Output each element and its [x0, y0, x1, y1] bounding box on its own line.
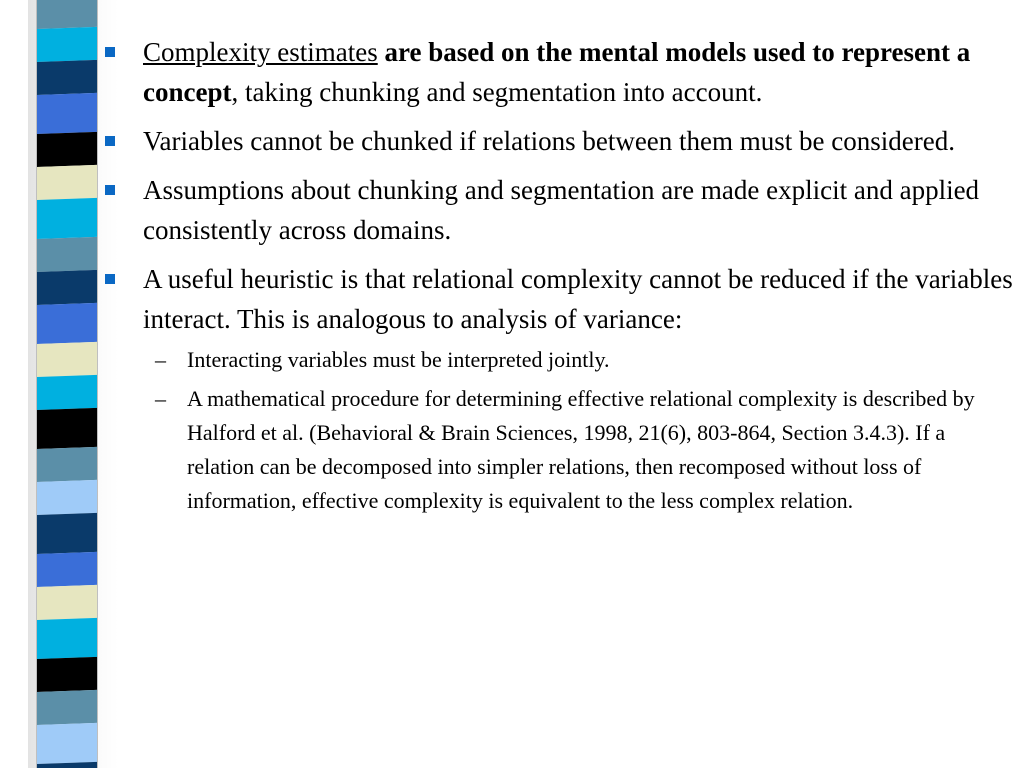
- strip-block: [37, 198, 97, 239]
- strip-block: [37, 270, 97, 305]
- bullet-text: Assumptions about chunking and segmentation are made explicit and applied consistently across domains.: [143, 175, 980, 245]
- square-bullet-icon: [105, 185, 115, 195]
- strip-block: [37, 690, 97, 725]
- bullet-text: A useful heuristic is that relational complexity cannot be reduced if the variables interact. This is analogous to analysis of variance:: [143, 264, 1013, 334]
- strip-block: [37, 27, 97, 62]
- square-bullet-icon: [105, 47, 115, 57]
- strip-block: [37, 408, 97, 449]
- sub-bullet-item-2: [98, 382, 1016, 518]
- strip-block: [37, 375, 97, 410]
- sub-bullet-text: Interacting variables must be interpreted jointly.: [187, 347, 610, 372]
- strip-block: [37, 60, 97, 95]
- strip-left-edge: [36, 0, 37, 768]
- bold-phrase: are based on the mental models used to represent a concept: [143, 37, 971, 107]
- strip-block: [37, 480, 97, 515]
- strip-block: [37, 552, 97, 587]
- sub-bullet-text: A mathematical procedure for determining effective relational complexity is described by Halford et al. (Behavioral & Brain Sciences, 1998, 21(6), 803-864, Section 3.4.3). If a relation can be decomposed into simpler relations, then recomposed without loss of information, effective complexity is equivalent to the less complex relation.: [187, 386, 975, 513]
- strip-block: [37, 0, 97, 29]
- slide-body: [98, 32, 1016, 523]
- strip-block: [37, 165, 97, 200]
- decorative-color-strip: [37, 0, 97, 768]
- bullet-item-4: [98, 259, 1016, 339]
- bullet-item-3: [98, 170, 1016, 250]
- dash-bullet: –: [155, 347, 166, 372]
- dash-bullet: –: [155, 386, 166, 411]
- bullet-text: , taking chunking and segmentation into account.: [231, 77, 763, 107]
- bullet-item-1: [98, 32, 1016, 112]
- bullet-item-2: [98, 121, 1016, 161]
- square-bullet-icon: [105, 136, 115, 146]
- strip-block: [37, 513, 97, 554]
- strip-block: [37, 618, 97, 659]
- strip-block: [37, 585, 97, 620]
- strip-block: [37, 237, 97, 272]
- strip-block: [37, 132, 97, 167]
- strip-block: [37, 447, 97, 482]
- bullet-text: Variables cannot be chunked if relations between them must be considered.: [143, 126, 955, 156]
- strip-block: [37, 303, 97, 344]
- square-bullet-icon: [105, 274, 115, 284]
- strip-block: [37, 342, 97, 377]
- strip-block: [37, 93, 97, 134]
- strip-block: [37, 762, 97, 768]
- strip-block: [37, 657, 97, 692]
- complexity-estimates-link[interactable]: Complexity estimates: [143, 37, 378, 67]
- sub-bullet-item-1: [98, 343, 1016, 377]
- strip-block: [37, 723, 97, 764]
